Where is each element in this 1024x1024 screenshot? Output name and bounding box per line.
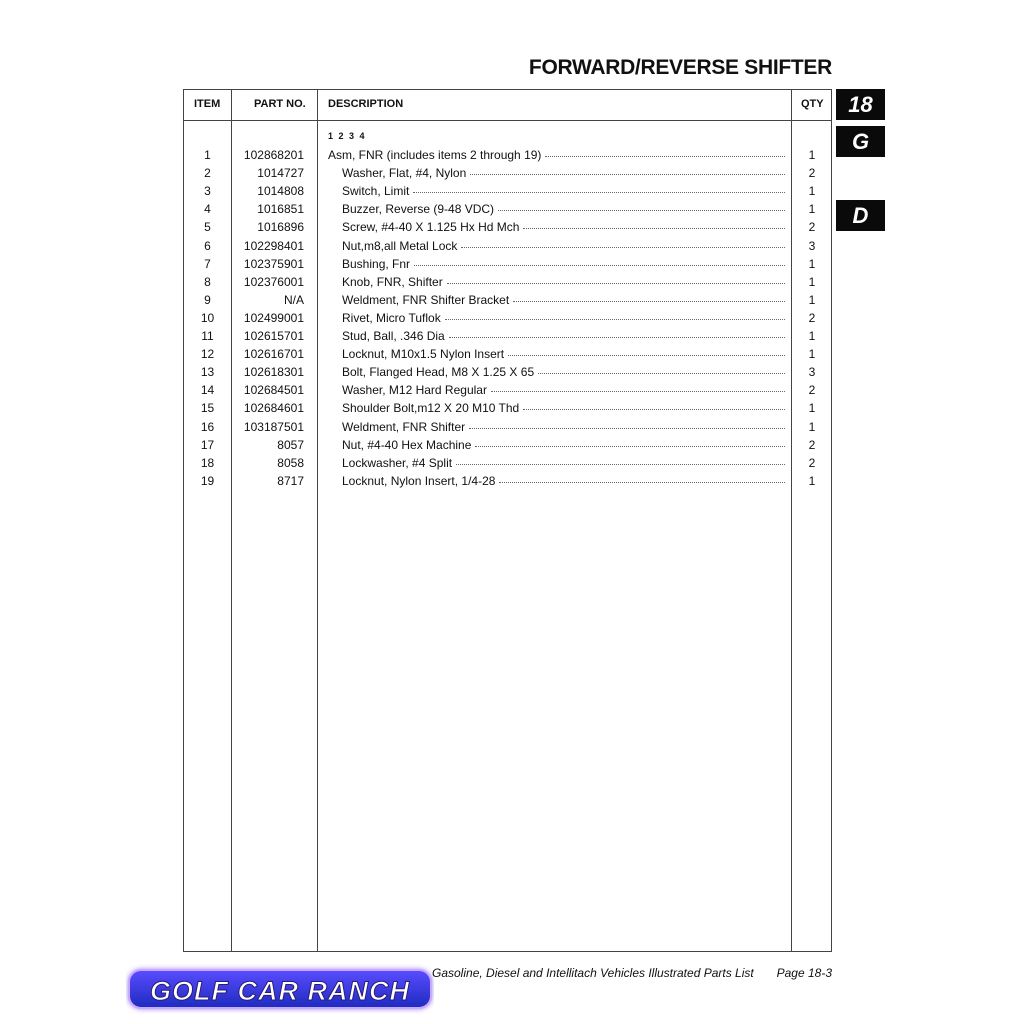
- table-row: [184, 201, 833, 219]
- leader-dots: [513, 301, 785, 302]
- leader-dots: [447, 283, 785, 284]
- item-number: 2: [204, 166, 211, 181]
- footer-page-number: Page 18-3: [776, 966, 832, 980]
- header-qty: QTY: [801, 98, 824, 110]
- leader-dots: [545, 156, 785, 157]
- description-text: Weldment, FNR Shifter Bracket: [342, 292, 510, 307]
- description-text: Bolt, Flanged Head, M8 X 1.25 X 65: [342, 365, 535, 380]
- part-number: 1014808: [257, 184, 304, 199]
- table-row: [184, 473, 833, 491]
- part-description: [342, 420, 787, 434]
- part-number: N/A: [283, 292, 304, 307]
- quantity: 1: [808, 473, 816, 488]
- table-row: [184, 274, 833, 292]
- section-tab-g: G: [836, 126, 885, 157]
- item-number: 17: [200, 437, 215, 452]
- item-number: 15: [200, 401, 215, 416]
- leader-dots: [491, 391, 785, 392]
- table-row: [184, 437, 833, 455]
- quantity: 2: [808, 166, 816, 181]
- item-number: 1: [204, 148, 211, 162]
- description-text: Switch, Limit: [342, 184, 410, 199]
- part-description: [342, 365, 787, 379]
- description-text: Nut, #4-40 Hex Machine: [342, 437, 472, 452]
- part-number: 102615701: [243, 329, 304, 343]
- item-number: 13: [200, 365, 215, 380]
- part-number: 8058: [277, 455, 304, 470]
- description-text: Washer, M12 Hard Regular: [342, 383, 487, 398]
- leader-dots: [508, 355, 785, 356]
- quantity: 1: [808, 347, 816, 362]
- leader-dots: [445, 319, 785, 320]
- section-tab-18: 18: [836, 89, 885, 120]
- part-description: [342, 401, 787, 415]
- description-text: Stud, Ball, .346 Dia: [342, 329, 445, 343]
- item-number: 9: [204, 292, 211, 307]
- part-number: 102618301: [243, 365, 304, 380]
- indent-levels: 1 2 3 4: [328, 131, 365, 141]
- quantity: 1: [808, 256, 816, 271]
- table-row: [184, 419, 833, 437]
- header-divider: [184, 120, 831, 121]
- part-number: 8057: [277, 437, 304, 452]
- description-text: Washer, Flat, #4, Nylon: [342, 166, 467, 181]
- leader-dots: [475, 446, 785, 447]
- part-number: 102376001: [243, 274, 304, 289]
- leader-dots: [414, 265, 785, 266]
- leader-dots: [449, 337, 785, 338]
- part-description: [342, 329, 787, 343]
- description-text: Rivet, Micro Tuflok: [342, 310, 441, 325]
- table-row: [184, 256, 833, 274]
- part-description: [342, 293, 787, 307]
- leader-dots: [499, 482, 785, 483]
- part-description: [342, 456, 787, 470]
- quantity: 1: [808, 329, 816, 343]
- description-text: Knob, FNR, Shifter: [342, 274, 443, 289]
- item-number: 6: [204, 238, 211, 253]
- table-row: [184, 328, 833, 346]
- item-number: 7: [204, 256, 211, 271]
- header-part-no: PART NO.: [254, 98, 306, 110]
- leader-dots: [538, 373, 785, 374]
- item-number: 5: [204, 220, 211, 235]
- item-number: 16: [200, 419, 215, 434]
- table-row: [184, 455, 833, 473]
- leader-dots: [469, 428, 785, 429]
- leader-dots: [461, 247, 785, 248]
- quantity: 1: [808, 148, 816, 162]
- leader-dots: [470, 174, 785, 175]
- description-text: Asm, FNR (includes items 2 through 19): [328, 148, 542, 162]
- part-description: [328, 148, 787, 162]
- section-tab-d: D: [836, 200, 885, 231]
- leader-dots: [498, 210, 785, 211]
- description-text: Weldment, FNR Shifter: [342, 419, 466, 434]
- leader-dots: [456, 464, 785, 465]
- quantity: 1: [808, 202, 816, 217]
- part-number: 102684601: [243, 401, 304, 416]
- part-number: 102616701: [243, 347, 304, 362]
- table-row: [184, 310, 833, 328]
- quantity: 1: [808, 401, 816, 416]
- description-text: Bushing, Fnr: [342, 256, 411, 271]
- table-row: [184, 400, 833, 418]
- header-item: ITEM: [194, 98, 221, 110]
- table-row: [184, 219, 833, 237]
- item-number: 4: [204, 202, 211, 217]
- quantity: 1: [808, 274, 816, 289]
- part-number: 1016896: [257, 220, 304, 235]
- description-text: Screw, #4-40 X 1.125 Hx Hd Mch: [342, 220, 520, 235]
- description-text: Locknut, Nylon Insert, 1/4-28: [342, 473, 496, 488]
- part-number: 1016851: [257, 202, 304, 217]
- part-description: [342, 438, 787, 452]
- part-number: 103187501: [243, 419, 304, 434]
- part-number: 102375901: [243, 256, 304, 271]
- quantity: 3: [808, 238, 816, 253]
- table-row: [184, 183, 833, 201]
- table-row: [184, 382, 833, 400]
- part-number: 102684501: [243, 383, 304, 398]
- quantity: 2: [808, 455, 816, 470]
- part-description: [342, 220, 787, 234]
- leader-dots: [523, 409, 785, 410]
- item-number: 18: [200, 455, 215, 470]
- part-number: 1014727: [257, 166, 304, 181]
- header-description: DESCRIPTION: [328, 98, 404, 110]
- item-number: 12: [200, 347, 215, 362]
- quantity: 2: [808, 220, 816, 235]
- item-number: 3: [204, 184, 211, 199]
- description-text: Buzzer, Reverse (9-48 VDC): [342, 202, 495, 217]
- part-description: [342, 275, 787, 289]
- quantity: 2: [808, 437, 816, 452]
- description-text: Nut,m8,all Metal Lock: [342, 238, 458, 253]
- page-title: FORWARD/REVERSE SHIFTER: [528, 56, 832, 79]
- item-number: 14: [200, 383, 215, 398]
- part-description: [342, 311, 787, 325]
- part-description: [342, 166, 787, 180]
- table-row: [184, 292, 833, 310]
- description-text: Lockwasher, #4 Split: [342, 455, 453, 470]
- part-number: 8717: [277, 473, 304, 488]
- part-description: [342, 184, 787, 198]
- description-text: Shoulder Bolt,m12 X 20 M10 Thd: [342, 401, 520, 416]
- footer-manual-title: Gasoline, Diesel and Intellitach Vehicles Illustrated Parts List: [432, 966, 754, 980]
- svg-text:GOLF CAR RANCH: GOLF CAR RANCH: [150, 976, 410, 1006]
- part-number: 102499001: [243, 310, 304, 325]
- table-row: [184, 147, 833, 165]
- item-number: 10: [200, 310, 215, 325]
- quantity: 3: [808, 365, 816, 380]
- golf-car-ranch-logo: [126, 964, 434, 1014]
- quantity: 1: [808, 292, 816, 307]
- part-description: [342, 257, 787, 271]
- quantity: 2: [808, 383, 816, 398]
- quantity: 1: [808, 184, 816, 199]
- description-text: Locknut, M10x1.5 Nylon Insert: [342, 347, 505, 362]
- table-row: [184, 346, 833, 364]
- quantity: 1: [808, 419, 816, 434]
- item-number: 19: [200, 473, 215, 488]
- leader-dots: [413, 192, 785, 193]
- part-description: [342, 474, 787, 488]
- quantity: 2: [808, 310, 816, 325]
- item-number: 8: [204, 274, 211, 289]
- part-description: [342, 347, 787, 361]
- parts-table: [183, 89, 832, 952]
- part-number: 102298401: [243, 238, 304, 253]
- part-number: 102868201: [243, 148, 304, 162]
- part-description: [342, 202, 787, 216]
- table-row: [184, 238, 833, 256]
- table-row: [184, 364, 833, 382]
- part-description: [342, 239, 787, 253]
- part-description: [342, 383, 787, 397]
- table-row: [184, 165, 833, 183]
- leader-dots: [523, 228, 785, 229]
- item-number: 11: [201, 329, 214, 343]
